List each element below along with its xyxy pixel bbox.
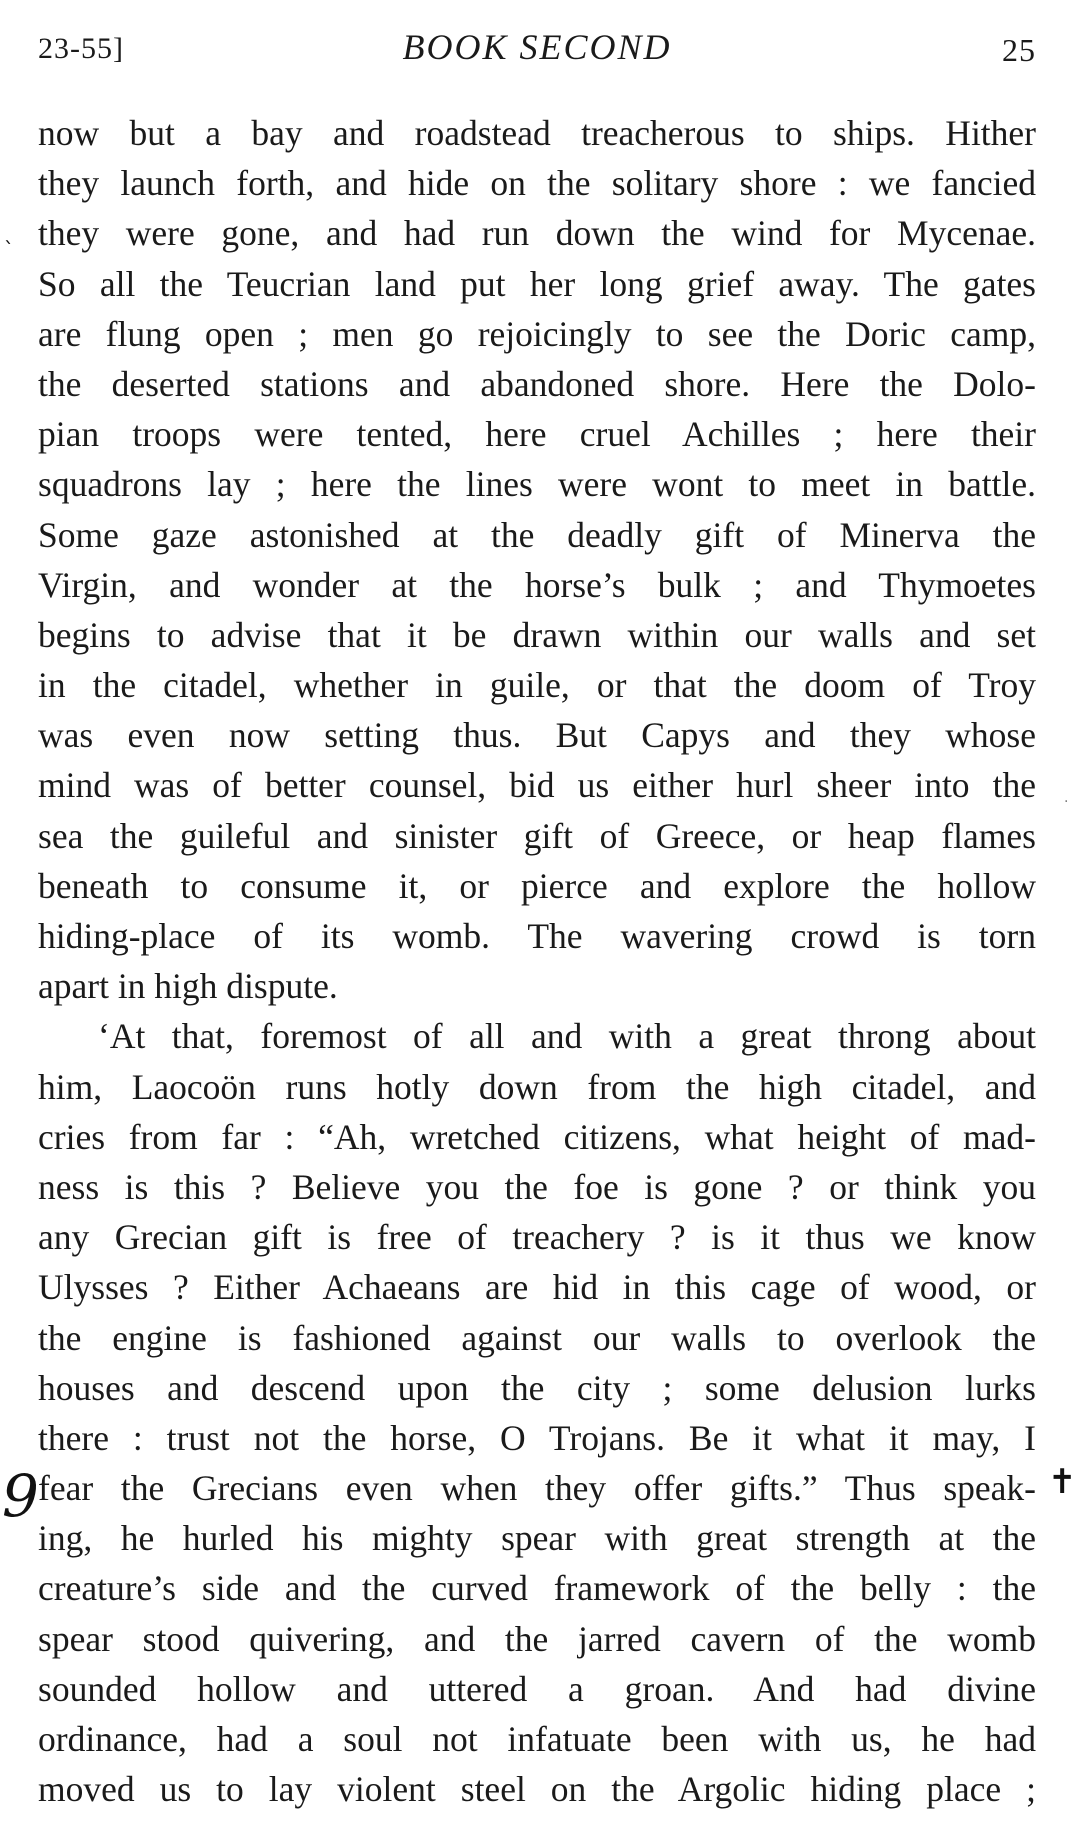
text-line: the engine is fashioned against our walls to overlook the [38,1317,1036,1358]
text-line: they were gone, and had run down the wind for Mycenae. [38,213,1036,254]
line-reference: 23-55] [38,32,124,65]
paragraph-start-line: ‘At that, foremost of all and with a great throng about [98,1016,1036,1057]
handwritten-margin-numeral: 9 [2,1462,39,1530]
text-line: ing, he hurled his mighty spear with great strength at the [38,1518,1036,1559]
running-header [38,26,1036,72]
text-line: any Grecian gift is free of treachery ? is it thus we know [38,1217,1036,1258]
text-line: sea the guileful and sinister gift of Greece, or heap flames [38,815,1036,856]
text-line: ness is this ? Believe you the foe is gone ? or think you [38,1166,1036,1207]
text-line: Ulysses ? Either Achaeans are hid in this cage of wood, or [38,1267,1036,1308]
text-line: pian troops were tented, here cruel Achilles ; here their [38,414,1036,455]
text-line: sounded hollow and uttered a groan. And had divine [38,1668,1036,1709]
text-line: moved us to lay violent steel on the Argolic hiding place ; [38,1769,1036,1810]
text-line: houses and descend upon the city ; some delusion lurks [38,1367,1036,1408]
text-line: him, Laocoön runs hotly down from the high citadel, and [38,1066,1036,1107]
book-title: BOOK SECOND [402,27,672,67]
text-line: cries from far : “Ah, wretched citizens, what height of mad- [38,1116,1036,1157]
margin-dot: . [1064,790,1069,806]
text-line: ordinance, had a soul not infatuate been with us, he had [38,1719,1036,1759]
text-line: fear the Grecians even when they offer gifts.” Thus speak- [38,1468,1036,1509]
text-line: Some gaze astonished at the deadly gift of Minerva the [38,514,1036,555]
text-line: mind was of better counsel, bid us either hurl sheer into the [38,765,1036,806]
text-line: was even now setting thus. But Capys and they whose [38,715,1036,756]
margin-tick-mark: ˎ [4,220,14,244]
text-line: begins to advise that it be drawn within our walls and set [38,614,1036,655]
text-line: the deserted stations and abandoned shore. Here the Dolo- [38,363,1036,404]
page-number: 25 [1002,32,1036,68]
text-line: spear stood quivering, and the jarred cavern of the womb [38,1618,1036,1659]
text-line: there : trust not the horse, O Trojans. Be it what it may, I [38,1417,1036,1458]
text-line: they launch forth, and hide on the solitary shore : we fancied [38,163,1036,204]
text-line: beneath to consume it, or pierce and explore the hollow [38,865,1036,906]
text-line: now but a bay and roadstead treacherous to ships. Hither [38,113,1036,153]
body-text [38,108,1036,1814]
text-line: squadrons lay ; here the lines were wont to meet in battle. [38,464,1036,505]
text-line: So all the Teucrian land put her long grief away. The gates [38,263,1036,304]
text-line: hiding-place of its womb. The wavering crowd is torn [38,916,1036,956]
text-line: Virgin, and wonder at the horse’s bulk ; and Thymoetes [38,564,1036,605]
text-line: creature’s side and the curved framework of the belly : the [38,1568,1036,1609]
text-line: are flung open ; men go rejoicingly to see the Doric camp, [38,313,1036,354]
paragraph-end-line: apart in high dispute. [38,966,338,1007]
text-line: in the citadel, whether in guile, or that the doom of Troy [38,665,1036,706]
handwritten-cross-mark: ✝ [1048,1462,1077,1502]
